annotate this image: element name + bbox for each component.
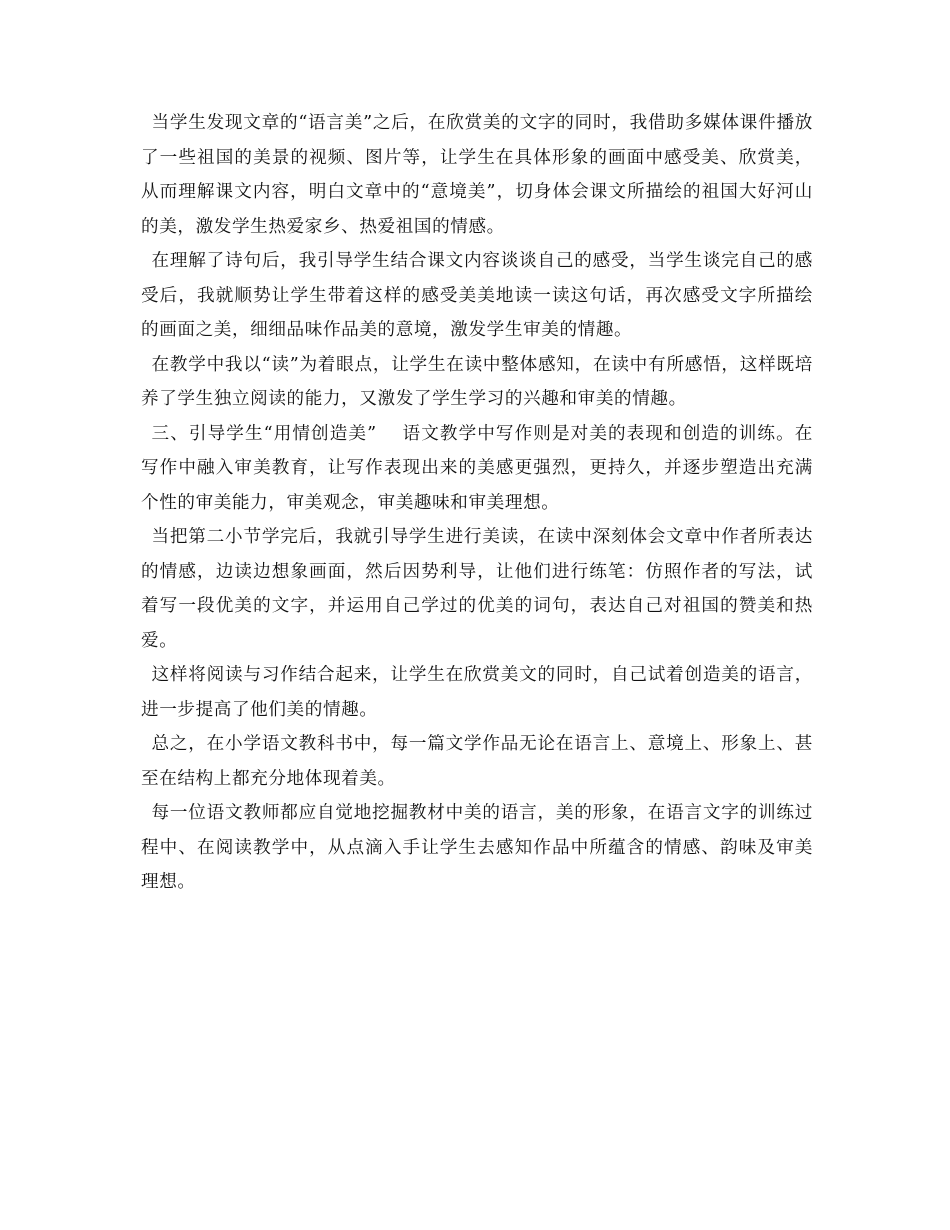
document-body xyxy=(141,106,813,900)
paragraph-2: 在理解了诗句后，我引导学生结合课文内容谈谈自己的感受，当学生谈完自己的感受后，我就顺势让学生带着这样的感受美美地读一读这句话，再次感受文字所描绘的画面之美，细细品味作品美的意境，激发学生审美的情趣。 xyxy=(141,251,813,340)
paragraph-1: 当学生发现文章的“语言美”之后，在欣赏美的文字的同时，我借助多媒体课件播放了一些祖国的美景的视频、图片等，让学生在具体形象的画面中感受美、欣赏美，从而理解课文内容，明白文章中的“意境美”，切身体会课文所描绘的祖国大好河山的美，激发学生热爱家乡、热爱祖国的情感。 xyxy=(141,113,813,237)
paragraph-5: 当把第二小节学完后，我就引导学生进行美读，在读中深刻体会文章中作者所表达的情感，边读边想象画面，然后因势利导，让他们进行练笔：仿照作者的写法，试着写一段优美的文字，并运用自己学过的优美的词句，表达自己对祖国的赞美和热爱。 xyxy=(141,527,813,651)
paragraph-8: 每一位语文教师都应自觉地挖掘教材中美的语言，美的形象，在语言文字的训练过程中、在阅读教学中，从点滴入手让学生去感知作品中所蕴含的情感、韵味及审美理想。 xyxy=(141,803,813,892)
paragraph-7: 总之，在小学语文教科书中，每一篇文学作品无论在语言上、意境上、形象上、甚至在结构上都充分地体现着美。 xyxy=(141,734,813,789)
paragraph-3: 在教学中我以“读”为着眼点，让学生在读中整体感知，在读中有所感悟，这样既培养了学生独立阅读的能力，又激发了学生学习的兴趣和审美的情趣。 xyxy=(141,354,813,409)
paragraph-4: 三、引导学生“用情创造美” 语文教学中写作则是对美的表现和创造的训练。在写作中融入审美教育，让写作表现出来的美感更强烈，更持久，并逐步塑造出充满个性的审美能力，审美观念，审美趣味和审美理想。 xyxy=(141,423,813,513)
paragraph-6: 这样将阅读与习作结合起来，让学生在欣赏美文的同时，自己试着创造美的语言，进一步提高了他们美的情趣。 xyxy=(141,665,813,720)
